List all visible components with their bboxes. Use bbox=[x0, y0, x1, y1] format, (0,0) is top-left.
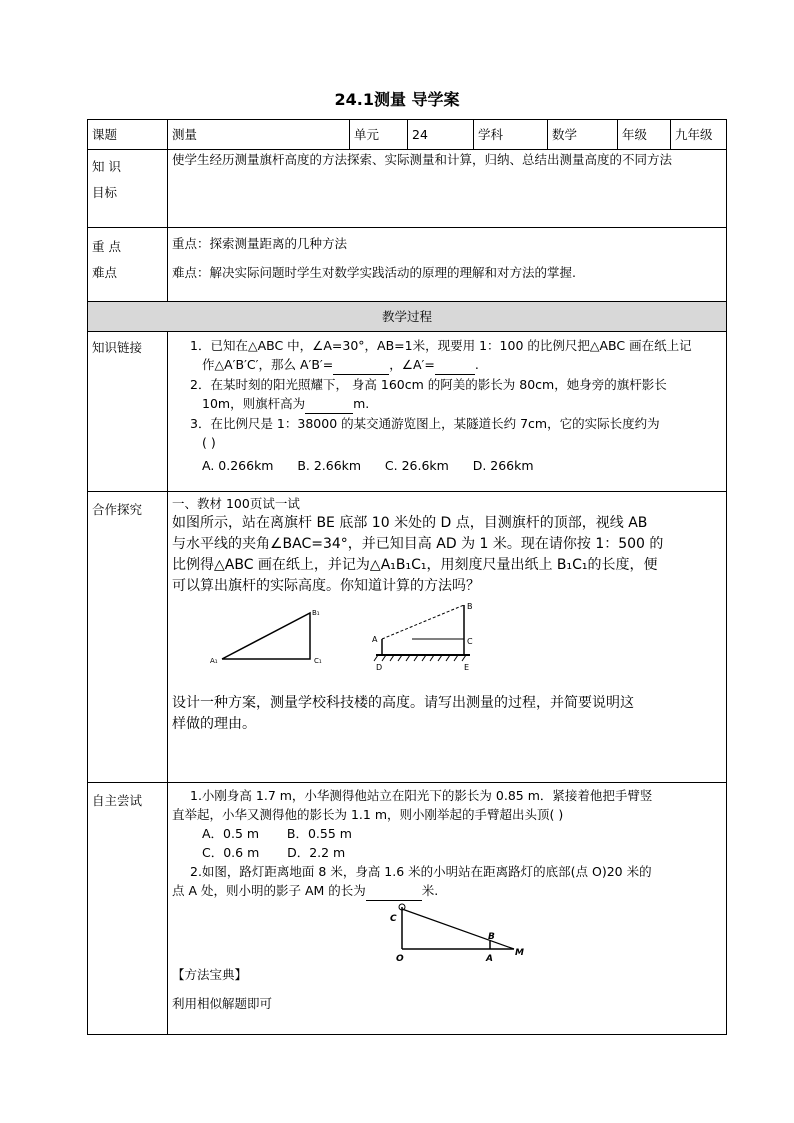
process-header: 教学过程 bbox=[88, 302, 727, 332]
label-c1: C₁ bbox=[314, 657, 322, 665]
subject-label: 课题 bbox=[88, 120, 168, 150]
self-q1-options2: C．0.6 m D．2.2 m bbox=[202, 845, 346, 860]
link-q3-options: A. 0.266km B. 2.66km C. 26.6km D. 266km bbox=[202, 458, 534, 473]
knowledge-link-row bbox=[88, 332, 727, 492]
method-text: 利用相似解题即可 bbox=[172, 996, 273, 1011]
unit-label: 单元 bbox=[350, 120, 408, 150]
blank-a-b bbox=[333, 355, 389, 375]
triangle-figures bbox=[202, 597, 662, 693]
label-b-head: B bbox=[488, 932, 495, 942]
link-q1-line2: 作△A′B′C′，那么 A′B′= ，∠A′= . bbox=[172, 355, 722, 375]
self-q2-line1: 2.如图，路灯距离地面 8 米，身高 1.6 米的小明站在距离路灯的底部(点 O)20 米的 bbox=[190, 864, 652, 879]
label-b: B bbox=[467, 602, 473, 611]
label-m: M bbox=[515, 948, 524, 958]
discipline-value: 数学 bbox=[548, 120, 618, 150]
coop-figures bbox=[172, 597, 722, 693]
link-q3-line1: 3．在比例尺是 1：38000 的某交通游览图上，某隧道长约 7cm，它的实际长度约为 bbox=[190, 416, 660, 431]
link-q3-line2: ( ) bbox=[202, 435, 216, 450]
triangle-a1b1c1 bbox=[210, 609, 322, 665]
unit-value: 24 bbox=[408, 120, 474, 150]
goals-label bbox=[88, 150, 168, 228]
link-q2-line2: 10m，则旗杆高为 m. bbox=[172, 394, 722, 414]
coop-content bbox=[168, 492, 727, 783]
label-a: A bbox=[372, 635, 378, 644]
page-title: 24.1测量 导学案 bbox=[334, 90, 460, 109]
subject-value: 测量 bbox=[168, 120, 350, 150]
label-c: C bbox=[467, 637, 473, 646]
blank-shadow-length bbox=[366, 881, 422, 901]
self-q1-options1: A．0.5 m B．0.55 m bbox=[202, 826, 352, 841]
coop-label: 合作探究 bbox=[88, 492, 168, 783]
goals-label-line1: 知 识 bbox=[92, 159, 121, 174]
self-try-content bbox=[168, 783, 727, 1035]
coop-p1-line4: 可以算出旗杆的实际高度。你知道计算的方法吗？ bbox=[172, 578, 480, 594]
lesson-table bbox=[87, 119, 727, 1035]
key-point-text: 重点：探索测量距离的几种方法 bbox=[172, 236, 348, 251]
coop-p1-line3: 比例得△ABC 画在纸上，并记为△A₁B₁C₁，用刻度尺量出纸上 B₁C₁的长度，便 bbox=[172, 557, 658, 573]
keypoints-label bbox=[88, 228, 168, 302]
keypoints-label-line2: 难点 bbox=[92, 265, 118, 280]
blank-angle-a bbox=[435, 355, 475, 375]
label-e: E bbox=[464, 663, 470, 672]
coop-p2-line2: 样做的理由。 bbox=[172, 716, 256, 732]
flagpole-figure bbox=[372, 602, 473, 672]
self-q1-line2: 直举起，小华又测得他的影长为 1.1 m，则小刚举起的手臂超出头顶( ) bbox=[172, 807, 564, 822]
self-q2-line2: 点 A 处，则小明的影子 AM 的长为 米. bbox=[172, 881, 722, 901]
coop-row bbox=[88, 492, 727, 783]
link-q1-line1: 1．已知在△ABC 中，∠A=30°，AB=1米，现要用 1：100 的比例尺把△ABC 画在纸上记 bbox=[190, 338, 692, 353]
label-b1: B₁ bbox=[312, 609, 320, 617]
blank-flagpole-height bbox=[305, 394, 353, 414]
method-title: 【方法宝典】 bbox=[172, 967, 248, 982]
coop-heading: 一、教材 100页试一试 bbox=[172, 496, 300, 511]
knowledge-link-content bbox=[168, 332, 727, 492]
label-c-lamp: C bbox=[390, 914, 397, 924]
label-o: O bbox=[396, 954, 404, 963]
difficult-point-text: 难点：解决实际问题时学生对数学实践活动的原理的理解和对方法的掌握. bbox=[172, 265, 576, 280]
self-try-row bbox=[88, 783, 727, 1035]
process-header-row bbox=[88, 302, 727, 332]
label-d: D bbox=[376, 663, 383, 672]
discipline-label: 学科 bbox=[474, 120, 548, 150]
goals-text: 使学生经历测量旗杆高度的方法探索、实际测量和计算，归纳、总结出测量高度的不同方法 bbox=[168, 150, 727, 228]
link-q2-line1: 2．在某时刻的阳光照耀下， 身高 160cm 的阿美的影长为 80cm，她身旁的旗杆影长 bbox=[190, 377, 667, 392]
keypoints-content bbox=[168, 228, 727, 302]
coop-p1-line1: 如图所示，站在离旗杆 BE 底部 10 米处的 D 点，目测旗杆的顶部，视线 AB bbox=[172, 515, 648, 531]
knowledge-link-label: 知识链接 bbox=[88, 332, 168, 492]
goals-row bbox=[88, 150, 727, 228]
header-row bbox=[88, 120, 727, 150]
goals-label-line2: 目标 bbox=[92, 185, 118, 200]
keypoints-label-line1: 重 点 bbox=[92, 239, 121, 254]
self-try-label: 自主尝试 bbox=[88, 783, 168, 1035]
coop-p1-line2: 与水平线的夹角∠BAC=34°，并已知目高 AD 为 1 米。现在请你按 1：500 的 bbox=[172, 536, 664, 552]
self-q1-line1: 1.小刚身高 1.7 m，小华测得他站立在阳光下的影长为 0.85 m．紧接着他把手臂竖 bbox=[190, 788, 653, 803]
grade-label: 年级 bbox=[618, 120, 671, 150]
streetlight-figure bbox=[172, 901, 722, 963]
label-a1: A₁ bbox=[210, 657, 218, 665]
grade-value: 九年级 bbox=[671, 120, 727, 150]
label-a-person: A bbox=[486, 954, 493, 963]
coop-p2-line1: 设计一种方案，测量学校科技楼的高度。请写出测量的过程，并简要说明这 bbox=[172, 695, 634, 711]
keypoints-row bbox=[88, 228, 727, 302]
